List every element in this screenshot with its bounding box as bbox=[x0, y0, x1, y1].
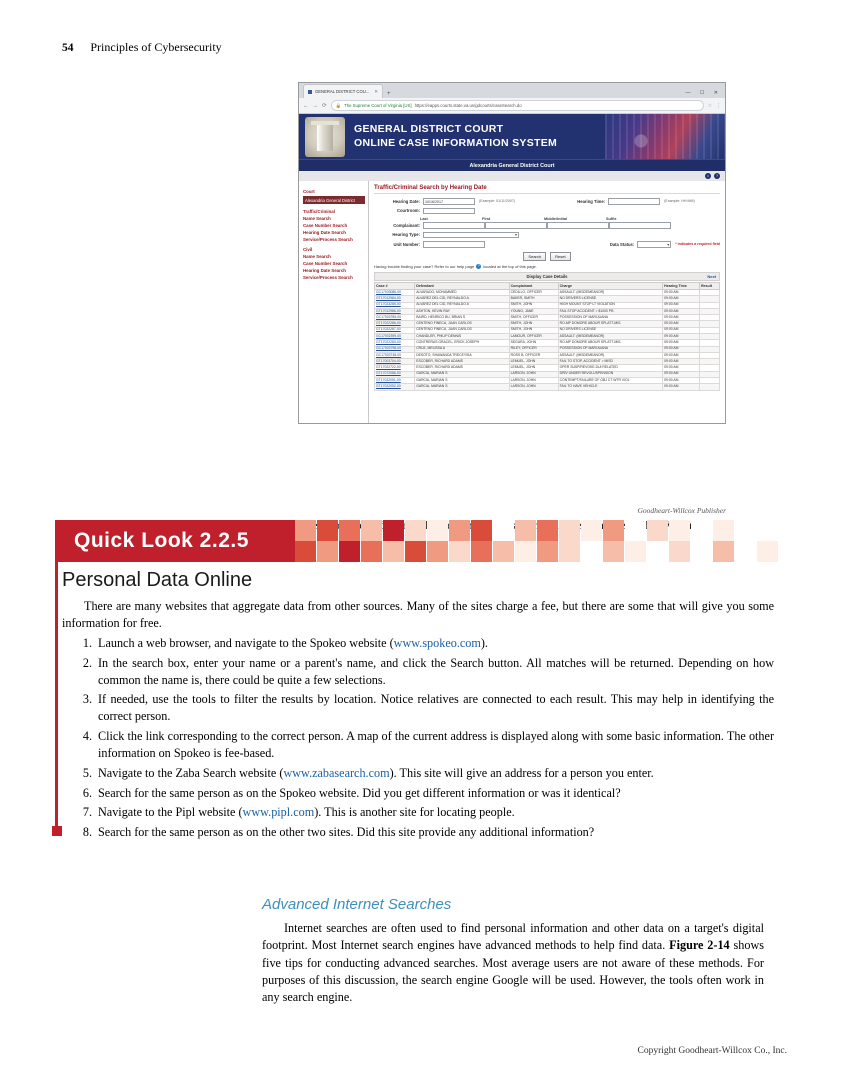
table-cell[interactable]: GC17003748-00 bbox=[375, 352, 415, 358]
table-cell: CONTRERAS GRACEL, ERICK JOSEPH bbox=[415, 340, 509, 346]
table-cell: 09:00 AM bbox=[663, 377, 700, 383]
quick-look-steps bbox=[62, 635, 774, 844]
copyright-line: Copyright Goodheart-Willcox Co., Inc. bbox=[637, 1046, 787, 1056]
site-header bbox=[299, 114, 725, 159]
table-cell: FAIL TO STOP, ACCIDENT > MISD bbox=[558, 359, 663, 365]
table-cell[interactable]: GC17003785-00 bbox=[375, 315, 415, 321]
list-item-number: 8. bbox=[82, 825, 92, 840]
table-cell: GARCIA, MARIAN S bbox=[415, 371, 509, 377]
table-cell: 09:00 AM bbox=[663, 290, 700, 296]
mosaic-tile bbox=[713, 520, 734, 541]
mosaic-tile bbox=[537, 520, 558, 541]
advanced-body-figure-ref: Figure 2-14 bbox=[669, 938, 730, 953]
list-item-number: 4. bbox=[82, 729, 92, 744]
table-cell[interactable]: GT17022283-00 bbox=[375, 340, 415, 346]
required-note: * indicates a required field bbox=[675, 242, 720, 247]
form-buttons bbox=[374, 252, 720, 261]
list-item bbox=[62, 655, 774, 689]
running-head bbox=[62, 40, 222, 55]
complainant-suffix-input[interactable] bbox=[609, 222, 671, 229]
mosaic-tile bbox=[405, 541, 426, 562]
table-cell: SMITH, JOHN bbox=[509, 302, 558, 308]
mosaic-tile bbox=[405, 520, 426, 541]
table-cell: CENTENO FINECA, JUAN CARLOS bbox=[415, 321, 509, 327]
mosaic-tile bbox=[449, 520, 470, 541]
mosaic-tile bbox=[581, 541, 602, 562]
table-cell: 09:00 AM bbox=[663, 302, 700, 308]
table-cell: 09:00 AM bbox=[663, 327, 700, 333]
external-link[interactable]: www.spokeo.com bbox=[393, 636, 481, 650]
unit-number-label: Unit Number: bbox=[393, 241, 420, 247]
th-case[interactable]: Case # bbox=[375, 283, 415, 290]
table-cell bbox=[699, 384, 719, 390]
table-cell: GARCIA, MARIAN S bbox=[415, 384, 509, 390]
mosaic-tile bbox=[493, 541, 514, 562]
mosaic-tile bbox=[691, 541, 712, 562]
sidebar-group-traffic: Traffic/Criminal bbox=[303, 209, 335, 214]
list-item-number: 2. bbox=[82, 655, 92, 670]
table-cell[interactable]: GT17022051-00 bbox=[375, 377, 415, 383]
window-controls[interactable]: — ☐ ✕ bbox=[685, 90, 722, 96]
col-suffix: Suffix bbox=[606, 217, 617, 221]
table-cell: LARSON, JOHN bbox=[509, 377, 558, 383]
table-cell: 09:00 AM bbox=[663, 296, 700, 302]
sidebar-item-civil-name-search[interactable]: Name Search bbox=[303, 254, 331, 259]
data-status-select[interactable] bbox=[637, 241, 671, 248]
list-item bbox=[62, 635, 774, 652]
table-cell: LARSON, JOHN bbox=[509, 371, 558, 377]
advanced-searches-body bbox=[262, 920, 764, 1007]
advanced-body-pre: Internet searches are often used to find personal information and other data on a target's digital footprint. Most Internet search engines have advanced methods to help find data. bbox=[262, 921, 764, 953]
table-cell[interactable]: GT17023285-00 bbox=[375, 302, 415, 308]
results-body bbox=[375, 290, 720, 391]
mosaic-tile bbox=[515, 541, 536, 562]
back-icon[interactable]: ← bbox=[303, 102, 309, 109]
list-item-text: Launch a web browser, and navigate to the Spokeo website ( bbox=[98, 636, 394, 650]
sidebar-court-select[interactable]: Alexandria General District bbox=[303, 196, 365, 204]
table-cell: ROSS B, OFFICER bbox=[509, 352, 558, 358]
list-item bbox=[62, 765, 774, 782]
complainant-first-input[interactable] bbox=[485, 222, 547, 229]
court-name-bar: Alexandria General District Court bbox=[299, 159, 725, 171]
close-icon[interactable]: ✕ bbox=[374, 88, 378, 94]
table-cell: POSSESSION OF MARIJUANA bbox=[558, 346, 663, 352]
table-cell: CEDILLO, OFFICER bbox=[509, 290, 558, 296]
name-column-headers bbox=[420, 217, 720, 221]
quick-look-title: Personal Data Online bbox=[62, 569, 253, 591]
hearing-type-row bbox=[374, 232, 720, 239]
help-line bbox=[374, 264, 720, 269]
table-cell[interactable]: GT17003704-00 bbox=[375, 359, 415, 365]
table-cell[interactable]: GT17022052-00 bbox=[375, 384, 415, 390]
table-cell: LARSON, JOHN bbox=[509, 384, 558, 390]
table-cell: 09:00 AM bbox=[663, 315, 700, 321]
results-table bbox=[374, 282, 720, 391]
hearing-time-hint: (Example: HH:MM) bbox=[664, 199, 695, 204]
mosaic-tile bbox=[515, 520, 536, 541]
table-cell: 09:00 AM bbox=[663, 384, 700, 390]
site-title-line1: GENERAL DISTRICT COURT bbox=[354, 123, 504, 136]
mosaic-tile bbox=[295, 520, 316, 541]
table-row bbox=[375, 384, 720, 390]
sidebar-group-civil: Civil bbox=[303, 247, 313, 252]
table-cell: 09:00 AM bbox=[663, 321, 700, 327]
hearing-date-hint: (Example: 01/11/2007) bbox=[479, 199, 516, 204]
list-item-text-post: ). This is another site for locating people. bbox=[314, 805, 515, 820]
table-cell: RO-MP DOMORE ABOUR SPLATT-MIS. bbox=[558, 340, 663, 346]
table-cell: LEMUEL, JOHN bbox=[509, 365, 558, 371]
table-cell: 09:00 AM bbox=[663, 365, 700, 371]
site-title-line2: ONLINE CASE INFORMATION SYSTEM bbox=[354, 136, 558, 149]
table-cell[interactable]: GC17002399-00 bbox=[375, 333, 415, 339]
list-item-text-post: ). This site will give an address for a person you enter. bbox=[389, 765, 654, 780]
list-item-text: Navigate to the Zaba Search website ( bbox=[98, 765, 284, 780]
table-cell: CHANDLER, PHILIP DENNIS bbox=[415, 333, 509, 339]
mosaic-tile bbox=[625, 520, 646, 541]
table-cell: 09:00 AM bbox=[663, 352, 700, 358]
url-input[interactable] bbox=[331, 100, 704, 111]
mosaic-tile bbox=[757, 541, 778, 562]
banner-artwork bbox=[605, 114, 725, 159]
question-mark-icon[interactable]: ? bbox=[477, 263, 480, 268]
utility-bar bbox=[299, 171, 725, 181]
mosaic-tile bbox=[735, 520, 756, 541]
table-cell: RILEY, OFFICER bbox=[509, 346, 558, 352]
table-cell: ASSAULT: (MISDEMEANOR) bbox=[558, 290, 663, 296]
table-cell: 09:00 AM bbox=[663, 308, 700, 314]
complainant-row bbox=[374, 222, 720, 229]
mosaic-tile bbox=[537, 541, 558, 562]
sidebar-item-case-number-search[interactable]: Case Number Search bbox=[303, 223, 348, 228]
mosaic-tile bbox=[669, 541, 690, 562]
mosaic-tile bbox=[449, 541, 470, 562]
mosaic-tile bbox=[339, 520, 360, 541]
table-cell[interactable]: GT17072086-00 bbox=[375, 371, 415, 377]
site-body bbox=[299, 181, 725, 424]
courtroom-row bbox=[374, 208, 720, 215]
mosaic-tile bbox=[317, 520, 338, 541]
results-header-row bbox=[375, 283, 720, 290]
th-charge[interactable]: Charge bbox=[558, 283, 663, 290]
reload-icon[interactable]: ⟳ bbox=[322, 102, 327, 109]
mosaic-tile bbox=[669, 520, 690, 541]
mosaic-tile bbox=[559, 541, 580, 562]
table-cell[interactable]: GC17003798-00 bbox=[375, 346, 415, 352]
table-cell[interactable]: GT17012986-00 bbox=[375, 308, 415, 314]
advanced-body-post: shows five tips for conducting advanced searches. Most average users are not aware of these methods. For purposes of this discussion, the search engine Google will be used. However, the tools often work in any search engine. bbox=[262, 938, 764, 1005]
table-cell: DESOTO, SHAWANDA TRECEYSIA bbox=[415, 352, 509, 358]
sidebar-item-name-search[interactable]: Name Search bbox=[303, 216, 331, 221]
table-cell: LAMOUR, OFFICER bbox=[509, 333, 558, 339]
complainant-middle-input[interactable] bbox=[547, 222, 609, 229]
quick-look-banner bbox=[55, 520, 784, 562]
table-cell: SMITH, JOHN bbox=[509, 327, 558, 333]
mosaic-tile bbox=[295, 541, 316, 562]
sidebar-item-hearing-date-search[interactable]: Hearing Date Search bbox=[303, 230, 346, 235]
hearing-date-label: Hearing Date: bbox=[392, 198, 420, 204]
sidebar-item-civil-service-process-search[interactable]: Service/Process Search bbox=[303, 275, 353, 280]
mosaic-tile bbox=[559, 520, 580, 541]
table-cell: ASSAULT: (MISDEMEANOR) bbox=[558, 352, 663, 358]
mosaic-tile bbox=[647, 541, 668, 562]
table-cell: FAIL TO HAVE VEHICLE bbox=[558, 384, 663, 390]
hearing-type-select[interactable] bbox=[423, 232, 519, 239]
table-cell: LEMUEL, JOHN bbox=[509, 359, 558, 365]
table-cell: DRIV UNDER REVOLUSPENSION bbox=[558, 371, 663, 377]
display-case-details-bar bbox=[374, 272, 720, 281]
mosaic-tile bbox=[757, 520, 778, 541]
external-link[interactable]: www.zabasearch.com bbox=[283, 765, 390, 780]
th-complainant[interactable]: Complainant bbox=[509, 283, 558, 290]
list-item-text: Search for the same person as on the other two sites. Did this site provide any additional information? bbox=[98, 825, 595, 840]
mosaic-tile bbox=[427, 520, 448, 541]
table-cell: 09:00 AM bbox=[663, 359, 700, 365]
hearing-date-row bbox=[374, 198, 720, 205]
list-item bbox=[62, 785, 774, 802]
col-first: First bbox=[482, 217, 491, 221]
browser-tab[interactable] bbox=[303, 84, 383, 98]
mosaic-tile bbox=[471, 520, 492, 541]
sidebar-item-civil-case-number-search[interactable]: Case Number Search bbox=[303, 261, 348, 266]
col-last: Last bbox=[420, 217, 428, 221]
table-cell: GARCIA, MARIAN S bbox=[415, 377, 509, 383]
pane-title: Traffic/Criminal Search by Hearing Date bbox=[374, 185, 720, 194]
table-cell: SMITH, OFFICER bbox=[509, 315, 558, 321]
advanced-searches-heading: Advanced Internet Searches bbox=[262, 896, 452, 913]
browser-tab-strip bbox=[299, 83, 725, 98]
mosaic-tile bbox=[383, 520, 404, 541]
table-cell[interactable]: GT17012984-00 bbox=[375, 296, 415, 302]
mosaic-tile bbox=[493, 520, 514, 541]
mosaic-tile bbox=[625, 541, 646, 562]
list-item-text: Search for the same person as on the Spokeo website. Did you get different information or was it identical? bbox=[98, 785, 621, 800]
mosaic-tile bbox=[713, 541, 734, 562]
list-item-text-post: ). bbox=[480, 636, 488, 650]
list-item-text: If needed, use the tools to filter the results by location. Notice relatives are connected to each result. This may help in identifying the correct person. bbox=[98, 692, 774, 724]
table-cell: SMITH, JOHN bbox=[509, 321, 558, 327]
site-title bbox=[354, 123, 557, 149]
table-cell: 09:00 AM bbox=[663, 340, 700, 346]
search-button[interactable]: Search bbox=[523, 252, 546, 261]
url-text: https://eapps.courts.state.va.us/gdcourts/caseSearch.do bbox=[414, 103, 522, 108]
unit-number-input[interactable] bbox=[423, 241, 485, 248]
table-cell: RO-MP DOMORE ABOUR SPLATT-MIS. bbox=[558, 321, 663, 327]
reset-button[interactable]: Reset bbox=[550, 252, 570, 261]
table-cell: ASSAULT: (MISDEMEANOR) bbox=[558, 333, 663, 339]
unit-number-row bbox=[374, 241, 720, 248]
help-icon[interactable]: ? bbox=[715, 173, 719, 178]
table-cell: HIGH MOUNT STOP LT VIOLATION bbox=[558, 302, 663, 308]
browser-screenshot bbox=[298, 82, 726, 424]
quick-look-banner-label-box bbox=[55, 520, 295, 562]
list-item-number: 5. bbox=[82, 765, 92, 780]
table-cell: ALVARADO, MOHAMMED bbox=[415, 290, 509, 296]
table-cell: BAIRD, HENRICO BU, BRIAN S bbox=[415, 315, 509, 321]
list-item-number: 7. bbox=[82, 805, 92, 820]
list-item bbox=[62, 824, 774, 841]
table-cell: 09:00 AM bbox=[663, 346, 700, 352]
mosaic-tile bbox=[735, 541, 756, 562]
data-status-label: Data Status: bbox=[609, 241, 635, 247]
quick-look-mosaic bbox=[295, 520, 784, 562]
table-cell: ALVAREZ DEL CID, REYNALDO A bbox=[415, 296, 509, 302]
mosaic-tile bbox=[581, 520, 602, 541]
list-item-text: In the search box, enter your name or a parent's name, and click the Search button. All matches will be returned. Depending on how common the name is, there could be quite a few selections. bbox=[98, 655, 774, 687]
mosaic-tile bbox=[317, 541, 338, 562]
browser-tab-label: GENERAL DISTRICT COU... bbox=[315, 89, 370, 94]
display-case-details-label: Display Case Details bbox=[526, 273, 568, 279]
new-tab-icon[interactable]: + bbox=[387, 91, 391, 97]
table-cell: FAIL STOP ACCIDENT > $1000 PR. bbox=[558, 308, 663, 314]
quick-look-block bbox=[0, 520, 849, 860]
mosaic-tile bbox=[361, 520, 382, 541]
table-cell: CENTENO FINECA, JUAN CARLOS bbox=[415, 327, 509, 333]
mosaic-tile bbox=[603, 520, 624, 541]
table-cell: ASHTON, KEVIN RAY bbox=[415, 308, 509, 314]
table-cell: NO DRIVERS LICENSE bbox=[558, 327, 663, 333]
table-cell: 09:00 AM bbox=[663, 333, 700, 339]
table-cell: ESCOBER, RICHARD ADAMS bbox=[415, 365, 509, 371]
list-item-number: 1. bbox=[82, 636, 92, 650]
list-item-number: 6. bbox=[82, 785, 92, 800]
mosaic-tile bbox=[427, 541, 448, 562]
sidebar bbox=[299, 181, 369, 424]
favicon-icon bbox=[308, 90, 312, 94]
mosaic-tile bbox=[339, 541, 360, 562]
table-cell: SEGURA, JOHN bbox=[509, 340, 558, 346]
table-cell: ESCOBER, RICHARD ADAMS bbox=[415, 359, 509, 365]
list-item bbox=[62, 691, 774, 725]
th-result[interactable]: Result bbox=[699, 283, 719, 290]
table-cell: CONTEMPT/FAILURE OF OBJ CT WTR VIOL bbox=[558, 377, 663, 383]
hearing-type-label: Hearing Type: bbox=[392, 232, 420, 238]
complainant-label: Complainant: bbox=[393, 222, 420, 228]
quick-look-left-rule bbox=[55, 562, 58, 830]
figure-2-13 bbox=[298, 82, 726, 515]
page-number: 54 bbox=[62, 42, 74, 54]
th-hearing-time[interactable]: Hearing Time bbox=[663, 283, 700, 290]
browser-address-bar bbox=[299, 98, 725, 114]
quick-look-intro: There are many websites that aggregate data from other sources. Many of the sites charge a fee, but there are some that will give you some information for free. bbox=[62, 599, 774, 630]
table-cell: CRUZ, MELISSA A bbox=[415, 346, 509, 352]
sidebar-item-service-process-search[interactable]: Service/Process Search bbox=[303, 237, 353, 242]
mosaic-tile bbox=[647, 520, 668, 541]
lock-icon: 🔒 bbox=[335, 102, 342, 108]
bookmark-star-icon[interactable]: ☆ bbox=[707, 102, 712, 109]
mosaic-tile bbox=[383, 541, 404, 562]
forward-icon[interactable]: → bbox=[312, 102, 318, 109]
list-item-text: Click the link corresponding to the correct person. A map of the current address is displayed along with some basic information. The other information on Spokeo is fee-based. bbox=[98, 729, 774, 760]
mosaic-tile bbox=[603, 541, 624, 562]
sidebar-item-civil-hearing-date-search[interactable]: Hearing Date Search bbox=[303, 268, 346, 273]
home-icon[interactable]: ⌂ bbox=[706, 173, 710, 178]
hearing-date-input[interactable]: 10/16/2017 bbox=[423, 198, 475, 205]
help-text: Having trouble finding your case? Refer to our help page bbox=[374, 263, 475, 269]
browser-menu-icon[interactable]: ⋮ bbox=[716, 102, 721, 109]
table-cell[interactable]: GC17003086-00 bbox=[375, 290, 415, 296]
mosaic-tile bbox=[691, 520, 712, 541]
th-defendant[interactable]: Defendant bbox=[415, 283, 509, 290]
complainant-last-input[interactable] bbox=[423, 222, 485, 229]
quick-look-banner-label: Quick Look 2.2.5 bbox=[74, 529, 249, 552]
table-cell: ALVAREZ DEL CID, REYNALDO A bbox=[415, 302, 509, 308]
external-link[interactable]: www.pipl.com bbox=[242, 805, 315, 820]
table-cell[interactable]: GT17022722-00 bbox=[375, 365, 415, 371]
hearing-time-label: Hearing Time: bbox=[577, 198, 606, 204]
table-cell: NO DRIVERS LICENSE bbox=[558, 296, 663, 302]
list-item-number: 3. bbox=[82, 692, 92, 707]
col-middle: Middle/Initial bbox=[544, 217, 567, 221]
sidebar-court-label: Court bbox=[303, 189, 315, 194]
list-item-text: Navigate to the Pipl website ( bbox=[98, 805, 243, 820]
mosaic-tile bbox=[361, 541, 382, 562]
table-cell: BAKER, SMITH bbox=[509, 296, 558, 302]
courtroom-input[interactable] bbox=[423, 208, 475, 215]
table-cell[interactable]: GT17022287-00 bbox=[375, 327, 415, 333]
table-cell: OPER SUSP/REVOKE-DUI RELATED bbox=[558, 365, 663, 371]
book-title: Principles of Cybersecurity bbox=[90, 40, 222, 54]
list-item bbox=[62, 804, 774, 821]
figure-credit: Goodheart-Willcox Publisher bbox=[637, 506, 726, 515]
next-link[interactable]: Next bbox=[707, 273, 716, 279]
hearing-time-input[interactable] bbox=[608, 198, 660, 205]
help-text-2: located at the top of this page. bbox=[483, 263, 537, 269]
table-cell: YOUNG, JANE bbox=[509, 308, 558, 314]
table-cell[interactable]: GT17022286-00 bbox=[375, 321, 415, 327]
secure-label: The Supreme Court of Virginia [US] bbox=[344, 103, 412, 108]
main-pane bbox=[369, 181, 725, 424]
mosaic-tile bbox=[471, 541, 492, 562]
courtroom-label: Courtroom: bbox=[396, 208, 420, 214]
table-cell: 09:00 AM bbox=[663, 371, 700, 377]
court-seal-icon bbox=[305, 117, 345, 157]
list-item bbox=[62, 728, 774, 762]
table-cell: POSSESSION OF MARIJUANA bbox=[558, 315, 663, 321]
